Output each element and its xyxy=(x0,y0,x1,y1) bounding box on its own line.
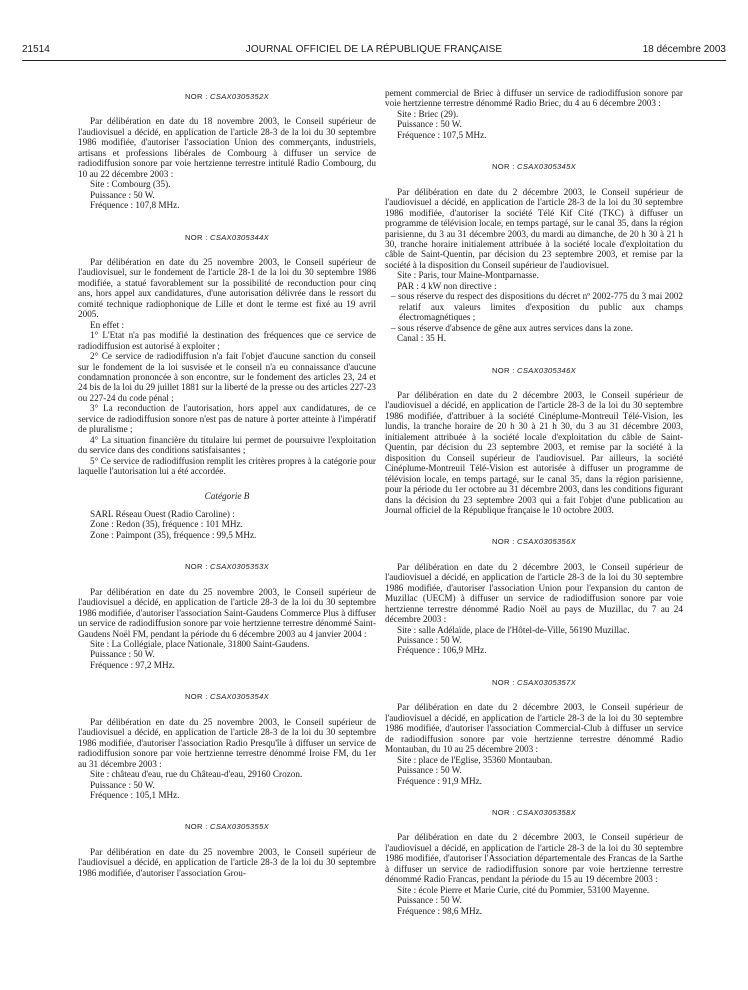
nor-reference xyxy=(385,808,683,818)
nor-label: NOR : xyxy=(492,537,515,547)
decision-text: Par délibération en date du 25 novembre 2003, le Conseil supérieur de l'audiovisuel a décidé, en application de l'article 28-3 de la loi du 30 septembre 1986 modifiée, d'autoriser l'association Saint-Gaudens Commerce Plus à diffuser un service de radiodiffusion sonore par voie hertzienne terrestre dénommé Saint-Gaudens Noël FM, pendant la période du 6 décembre 2003 au 4 janvier 2004 : xyxy=(78,586,376,639)
list-item: – sous réserve du respect des dispositions du décret nº 2002-775 du 3 mai 2002 relatif aux valeurs limites d'exposition du public aux champs électromagnétiques ; xyxy=(385,291,683,322)
issue-date: 18 décembre 2003 xyxy=(642,44,726,55)
condition-3: 3° La reconduction de l'autorisation, hors appel aux candidatures, de ce service de radiodiffusion sonore n'est pas de nature à porter atteinte à l'impératif de pluralisme ; xyxy=(78,403,376,435)
nor-code: CSAX0305357X xyxy=(517,677,576,687)
nor-code: CSAX0305354X xyxy=(210,692,269,702)
nor-label: NOR : xyxy=(492,677,515,687)
power-line: Puissance : 50 W. xyxy=(397,895,462,906)
condition-1: 1° L'Etat n'a pas modifié la destination des fréquences que ce service de radiodiffusion est autorisé à exploiter ; xyxy=(78,330,376,351)
journal-title: JOURNAL OFFICIEL DE LA RÉPUBLIQUE FRANÇAISE xyxy=(245,44,503,55)
nor-code: CSAX0305352X xyxy=(210,92,269,101)
site-line: Site : place de l'Eglise, 35360 Montauban. xyxy=(397,754,553,765)
nor-reference xyxy=(385,366,683,376)
nor-label: NOR : xyxy=(185,92,208,101)
decision-section xyxy=(78,92,376,211)
decision-text: Par délibération en date du 2 décembre 2003, le Conseil supérieur de l'audiovisuel a décidé, en application de l'article 28-3 de la loi du 30 septembre 1986 modifiée, d'autoriser la société Télé Kif Cité (TKC) à diffuser un programme de télévision locale, en temps partagé, sur le canal 35, dans la région parisienne, du 3 au 31 décembre 2003, du mardi au dimanche, de 20 h 30 à 21 h 30, tranche horaire initialement attribuée à la société locale d'exploitation du câble de Saint-Quentin, par décision du 23 septembre 2003, et remise par la société à la disposition du Conseil supérieur de l'audiovisuel. xyxy=(385,186,683,270)
decision-section xyxy=(385,678,683,786)
frequency-line: Fréquence : 106,9 MHz. xyxy=(397,645,487,656)
frequency-line: Fréquence : 98,6 MHz. xyxy=(397,905,482,916)
nor-code: CSAX0305353X xyxy=(210,562,269,572)
decision-text: Par délibération en date du 2 décembre 2003, le Conseil supérieur de l'audiovisuel a décidé, en application de l'article 28-3 de la loi du 30 septembre 1986 modifiée, d'attribuer à la société Cinéplume-Montreuil Télé-Vision, les lundis, la tranche horaire de 20 h 30 à 21 h 30, du 3 au 31 décembre 2003, initialement attribuée à la société locale d'exploitation du câble de Saint-Quentin, par décision du 23 septembre 2003, et remise par la société à la disposition du Conseil supérieur de l'audiovisuel. Par ailleurs, la société Cinéplume-Montreuil Télé-Vision est autorisée à diffuser un programme de télévision locale, en temps partagé, sur le canal 35, dans la région parisienne, pour la période du 1er octobre au 31 décembre 2003, dans les conditions figurant dans la décision du 23 septembre 2003 qui a fait l'objet d'une publication au Journal officiel de la République française le 10 octobre 2003. xyxy=(385,389,683,515)
nor-label: NOR : xyxy=(492,162,515,172)
site-line: Site : Combourg (35). xyxy=(90,179,171,190)
page-header xyxy=(22,44,726,60)
site-line: Site : salle Adélaïde, place de l'Hôtel-de-Ville, 56190 Muzillac. xyxy=(397,624,630,635)
broadcast-details xyxy=(385,885,683,916)
power-line: Puissance : 50 W. xyxy=(397,119,462,130)
broadcast-details xyxy=(385,109,683,140)
nor-reference xyxy=(385,537,683,547)
site-line: Site : Paris, tour Maine-Montparnasse. xyxy=(397,270,539,281)
broadcast-details xyxy=(385,755,683,786)
decision-section xyxy=(78,822,376,878)
zone-line: Zone : Paimpont (35), fréquence : 99,5 MHz. xyxy=(90,529,257,540)
nor-code: CSAX0305355X xyxy=(210,822,269,832)
frequency-line: Fréquence : 107,5 MHz. xyxy=(397,129,487,140)
nor-label: NOR : xyxy=(185,692,208,702)
nor-reference xyxy=(78,562,376,572)
nor-reference xyxy=(78,233,376,243)
condition-5: 5° Ce service de radiodiffusion remplit les critères propres à la catégorie pour laquelle l'autorisation lui a été accordée. xyxy=(78,455,376,477)
broadcast-details xyxy=(78,769,376,800)
decision-text: Par délibération en date du 25 novembre 2003, le Conseil supérieur de l'audiovisuel, sur le fondement de l'article 28-1 de la loi du 30 septembre 1986 modifiée, a statué favorablement sur la possibilité de reconduction pour cinq ans, hors appel aux candidatures, d'une autorisation délivrée dans le ressort du comité technique radiophonique de Lille et dont le terme est fixé au 19 avril 2005. xyxy=(78,256,376,320)
decision-section xyxy=(385,808,683,916)
left-column xyxy=(78,92,376,878)
par-line: PAR : 4 kW non directive : xyxy=(397,280,497,291)
decision-section xyxy=(385,537,683,656)
nor-reference xyxy=(78,822,376,832)
header-rule xyxy=(22,60,726,61)
site-line: Site : château d'eau, rue du Château-d'eau, 29160 Crozon. xyxy=(90,769,303,780)
nor-reference xyxy=(78,92,376,102)
decision-text: Par délibération en date du 25 novembre 2003, le Conseil supérieur de l'audiovisuel a décidé, en application de l'article 28-3 de la loi du 30 septembre 1986 modifiée, d'autoriser l'association Grou- xyxy=(78,846,376,878)
decision-continuation xyxy=(385,88,683,140)
frequency-line: Fréquence : 105,1 MHz. xyxy=(90,790,180,801)
zone-line: Zone : Redon (35), fréquence : 101 MHz. xyxy=(90,519,243,530)
nor-label: NOR : xyxy=(185,562,208,572)
decision-section xyxy=(78,233,376,541)
power-line: Puissance : 50 W. xyxy=(90,779,155,790)
frequency-line: Fréquence : 91,9 MHz. xyxy=(397,775,482,786)
power-line: Puissance : 50 W. xyxy=(90,189,155,200)
site-line: Site : école Pierre et Marie Curie, cité du Pommier, 53100 Mayenne. xyxy=(397,884,650,895)
category-heading: Catégorie B xyxy=(204,490,250,501)
nor-label: NOR : xyxy=(492,808,515,818)
right-column xyxy=(385,88,683,916)
decision-section xyxy=(78,562,376,670)
nor-label: NOR : xyxy=(492,365,515,375)
en-effet-line: En effet : xyxy=(90,319,125,330)
nor-code: CSAX0305345X xyxy=(517,162,576,172)
nor-reference xyxy=(78,692,376,702)
nor-code: CSAX0305358X xyxy=(517,808,576,818)
decision-section xyxy=(385,162,683,343)
decision-text: Par délibération en date du 25 novembre 2003, le Conseil supérieur de l'audiovisuel a décidé, en application de l'article 28-3 de la loi du 30 septembre 1986 modifiée, d'autoriser l'association Radio Presqu'île à diffuser un service de radiodiffusion sonore par voie hertzienne terrestre dénommé Iroise FM, du 1er au 31 décembre 2003 : xyxy=(78,716,376,769)
condition-2: 2° Ce service de radiodiffusion n'a fait l'objet d'aucune sanction du conseil sur le fondement de la loi susvisée et le conseil n'a eu connaissance d'aucune condamnation prononcée à son encontre, sur le fondement des articles 23, 24 et 24 bis de la loi du 29 juillet 1881 sur la liberté de la presse ou des articles 227-23 ou 227-24 du code pénal ; xyxy=(78,351,377,403)
decision-section xyxy=(78,692,376,800)
nor-reference xyxy=(385,678,683,688)
continued-text: pement commercial de Briec à diffuser un service de radiodiffusion sonore par voie hertzienne terrestre dénommé Radio Briec, du 4 au 6 décembre 2003 : xyxy=(385,88,683,109)
frequency-line: Fréquence : 107,8 MHz. xyxy=(90,200,180,211)
site-line: Site : La Collégiale, place Nationale, 31800 Saint-Gaudens. xyxy=(90,639,310,650)
nor-label: NOR : xyxy=(185,232,208,242)
power-line: Puissance : 50 W. xyxy=(90,649,155,660)
power-line: Puissance : 50 W. xyxy=(397,765,462,776)
nor-code: CSAX0305356X xyxy=(517,537,576,547)
power-line: Puissance : 50 W. xyxy=(397,635,462,646)
frequency-line: Fréquence : 97,2 MHz. xyxy=(90,659,175,670)
condition-4: 4° La situation financière du titulaire lui permet de poursuivre l'exploitation du service dans des conditions satisfaisantes ; xyxy=(78,434,376,456)
decision-section xyxy=(385,366,683,516)
list-item: – sous réserve d'absence de gêne aux autres services dans la zone. xyxy=(385,323,683,333)
decision-text: Par délibération en date du 2 décembre 2003, le Conseil supérieur de l'audiovisuel a décidé, en application de l'article 28-3 de la loi du 30 septembre 1986 modifiée, d'autoriser l'association Commercial-Club à diffuser un service de radiodiffusion sonore par voie hertzienne terrestre dénommé Radio Montauban, du 10 au 25 décembre 2003 : xyxy=(385,702,683,755)
nor-code: CSAX0305346X xyxy=(517,365,576,375)
nor-reference xyxy=(385,162,683,172)
decision-text: Par délibération en date du 2 décembre 2003, le Conseil supérieur de l'audiovisuel a décidé, en application de l'article 28-3 de la loi du 30 septembre 1986 modifiée, d'autoriser l'Association départementale des Francas de la Sarthe à diffuser un service de radiodiffusion sonore par voie hertzienne terrestre dénommé Radio Francas, pendant la période du 15 au 19 décembre 2003 : xyxy=(385,832,683,885)
operator-line: SARL Réseau Ouest (Radio Caroline) : xyxy=(90,508,235,519)
page-number: 21514 xyxy=(22,44,50,55)
broadcast-details xyxy=(78,639,376,670)
site-line: Site : Briec (29). xyxy=(397,108,459,119)
broadcast-details xyxy=(385,625,683,656)
decision-text: Par délibération en date du 18 novembre 2003, le Conseil supérieur de l'audiovisuel a décidé, en application de l'article 28-3 de la loi du 30 septembre 1986 modifiée, d'autoriser l'association Union des commerçants, industriels, artisans et professions libérales de Combourg à diffuser un service de radiodiffusion sonore par voie hertzienne terrestre intitulé Radio Combourg, du 10 au 22 décembre 2003 : xyxy=(78,116,376,179)
decision-text: Par délibération en date du 2 décembre 2003, le Conseil supérieur de l'audiovisuel a décidé, en application de l'article 28-3 de la loi du 30 septembre 1986 modifiée, d'autoriser l'association Union pour l'expansion du canton de Muzillac (UECM) à diffuser un service de radiodiffusion sonore par voie hertzienne terrestre dénommé Radio Noël au pays de Muzillac, du 7 au 24 décembre 2003 : xyxy=(385,561,683,625)
conditions-list xyxy=(385,291,683,333)
broadcast-details xyxy=(78,179,376,210)
channel-line: Canal : 35 H. xyxy=(397,333,446,344)
nor-label: NOR : xyxy=(185,822,208,832)
nor-code: CSAX0305344X xyxy=(210,232,269,242)
